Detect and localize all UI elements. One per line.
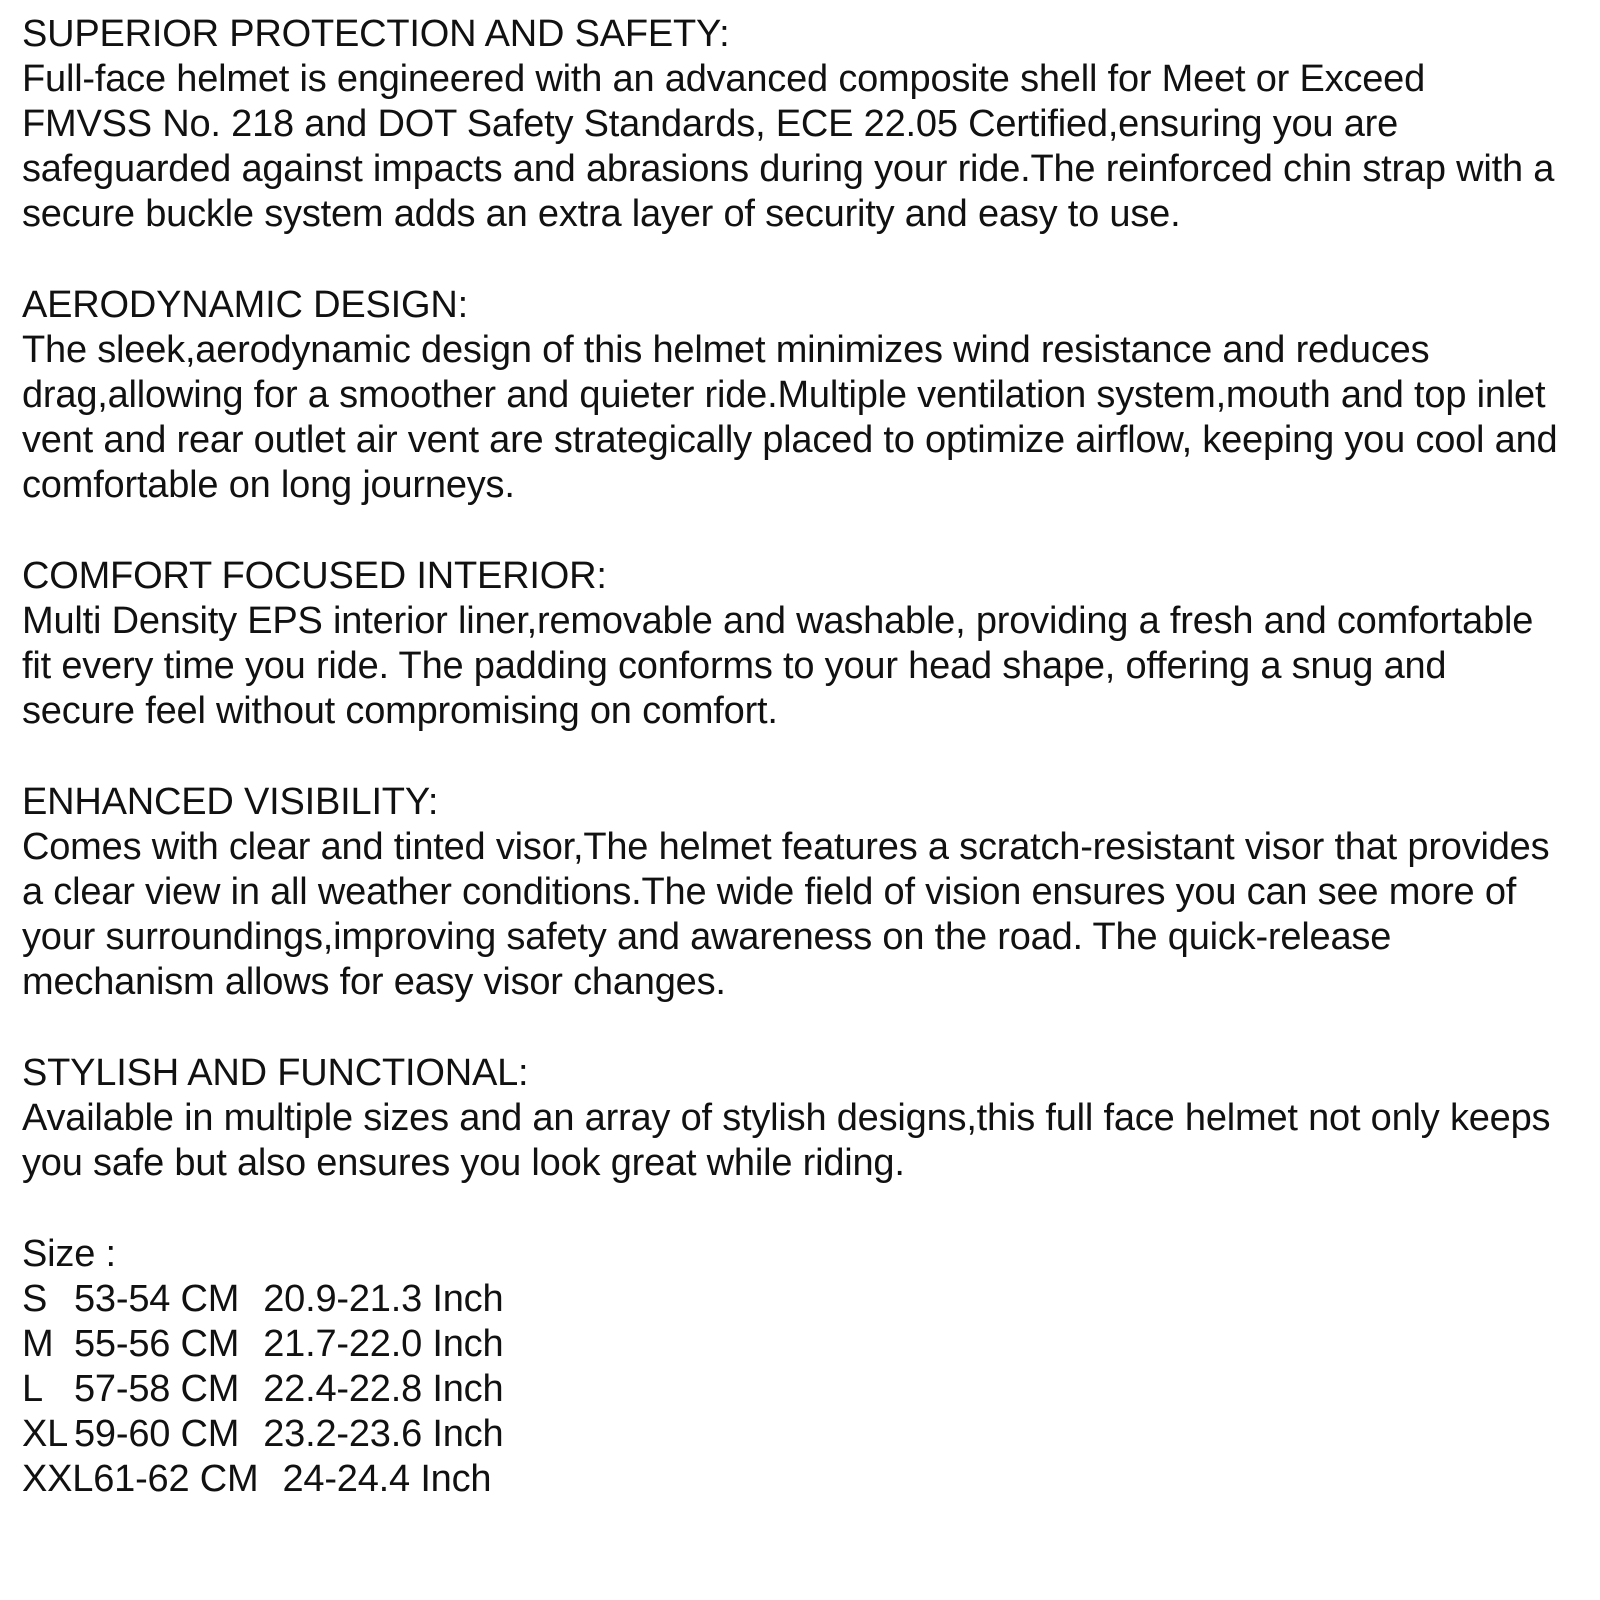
size-row-s bbox=[22, 1277, 1578, 1322]
section-protection bbox=[22, 12, 1562, 237]
size-cm-range: 57-58 CM bbox=[74, 1368, 240, 1410]
section-visibility-heading: ENHANCED VISIBILITY: bbox=[22, 781, 439, 823]
size-inch-range: 21.7-22.0 Inch bbox=[263, 1323, 504, 1365]
size-cm-range: 55-56 CM bbox=[74, 1323, 240, 1365]
size-cm-range: 53-54 CM bbox=[74, 1278, 240, 1320]
section-stylish-body: Available in multiple sizes and an array of stylish designs,this full face helmet not only keeps you safe but also ensures you look great while riding. bbox=[22, 1097, 1551, 1184]
size-label: M bbox=[22, 1323, 54, 1365]
size-cm-range: 61-62 CM bbox=[93, 1458, 259, 1500]
section-comfort-body: Multi Density EPS interior liner,removable and washable, providing a fresh and comfortable fit every time you ride. The padding conforms to your head shape, offering a snug and secure feel without compromising on comfort. bbox=[22, 600, 1534, 732]
section-visibility-body: Comes with clear and tinted visor,The helmet features a scratch-resistant visor that provides a clear view in all weather conditions.The wide field of vision ensures you can see more of your surroundings,improving safety and awareness on the road. The quick-release mechanism allows for easy visor changes. bbox=[22, 826, 1550, 1003]
section-protection-heading: SUPERIOR PROTECTION AND SAFETY: bbox=[22, 13, 730, 55]
size-inch-range: 22.4-22.8 Inch bbox=[263, 1368, 504, 1410]
size-row-xl bbox=[22, 1412, 1578, 1457]
section-comfort-heading: COMFORT FOCUSED INTERIOR: bbox=[22, 555, 607, 597]
section-visibility bbox=[22, 780, 1562, 1005]
section-aerodynamic-heading: AERODYNAMIC DESIGN: bbox=[22, 284, 468, 326]
size-label: XL bbox=[22, 1413, 69, 1455]
size-inch-range: 24-24.4 Inch bbox=[282, 1458, 492, 1500]
size-cm-range: 59-60 CM bbox=[74, 1413, 240, 1455]
section-protection-body: Full-face helmet is engineered with an advanced composite shell for Meet or Exceed FMVSS No. 218 and DOT Safety Standards, ECE 22.05 Certified,ensuring you are safeguarded against impacts and abrasions during your ride.The reinforced chin strap with a secure buckle system adds an extra layer of security and easy to use. bbox=[22, 58, 1555, 235]
size-label: XXL bbox=[22, 1458, 94, 1500]
section-aerodynamic bbox=[22, 283, 1562, 508]
section-stylish bbox=[22, 1051, 1562, 1186]
section-comfort bbox=[22, 554, 1562, 734]
size-chart bbox=[22, 1232, 1578, 1502]
section-stylish-heading: STYLISH AND FUNCTIONAL: bbox=[22, 1052, 529, 1094]
size-label: S bbox=[22, 1278, 48, 1320]
size-row-l bbox=[22, 1367, 1578, 1412]
size-inch-range: 23.2-23.6 Inch bbox=[263, 1413, 504, 1455]
size-row-m bbox=[22, 1322, 1578, 1367]
size-inch-range: 20.9-21.3 Inch bbox=[263, 1278, 504, 1320]
size-label: L bbox=[22, 1368, 43, 1410]
section-aerodynamic-body: The sleek,aerodynamic design of this helmet minimizes wind resistance and reduces drag,allowing for a smoother and quieter ride.Multiple ventilation system,mouth and top inlet vent and rear outlet air vent are strategically placed to optimize airflow, keeping you cool and comfortable on long journeys. bbox=[22, 329, 1558, 506]
size-chart-heading: Size : bbox=[22, 1233, 116, 1275]
size-row-xxl bbox=[22, 1457, 1578, 1502]
